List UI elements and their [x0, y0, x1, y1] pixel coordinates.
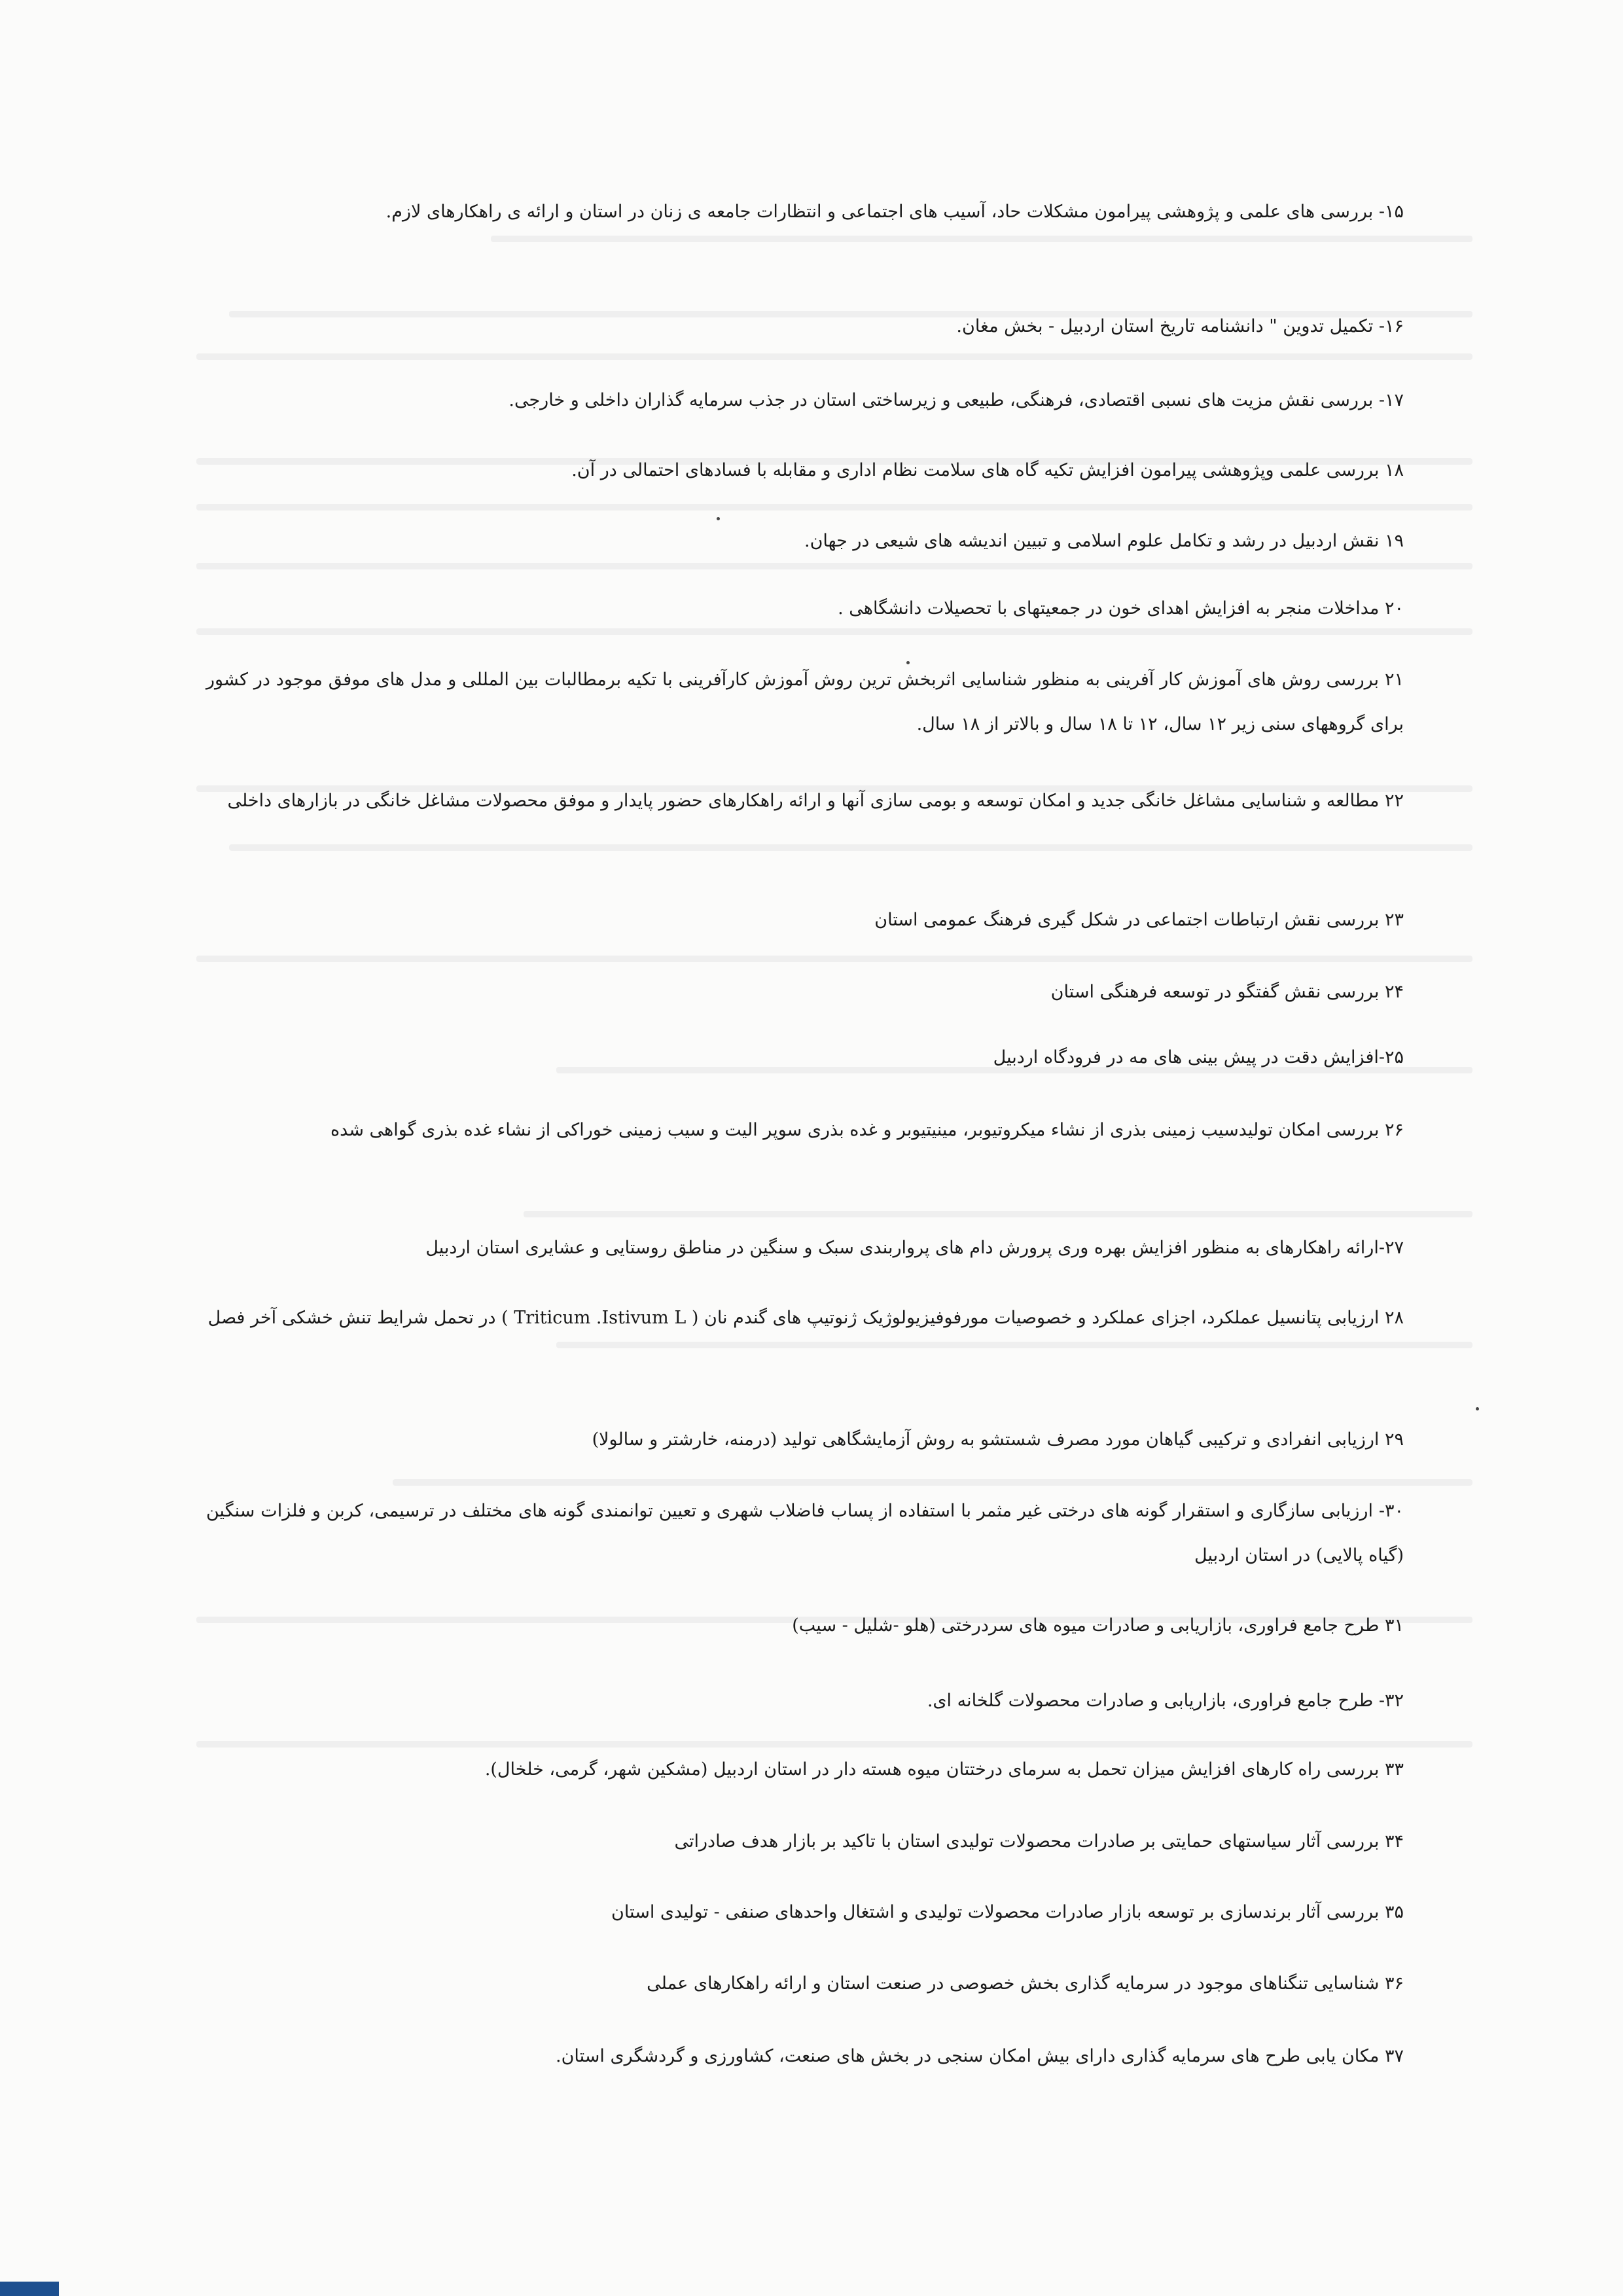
- list-item-21: ۲۱ بررسی روش های آموزش کار آفرینی به منظور شناسایی اثربخش ترین روش آموزش کارآفرینی با تکیه برمطالبات بین المللی و مدل های موفق موجود در کشور برای گروههای سنی زیر ۱۲ سال، ۱۲ تا ۱۸ سال و بالاتر از ۱۸ سال.: [206, 670, 1404, 734]
- list-item-26: ۲۶ بررسی امکان تولیدسیب زمینی بذری از نشاء میکروتیوبر، مینیتیوبر و غده بذری سوپر الیت و سیب زمینی خوراکی از نشاء غده بذری گواهی شده: [330, 1120, 1404, 1140]
- source-watermark: [0, 2282, 59, 2296]
- bleed-through-line: [196, 563, 1472, 569]
- bleed-through-line: [393, 1479, 1472, 1486]
- bleed-through-line: [491, 236, 1472, 242]
- bleed-through-line: [196, 353, 1472, 360]
- list-item-36: ۳۶ شناسایی تنگناهای موجود در سرمایه گذاری بخش خصوصی در صنعت استان و ارائه راهکارهای عملی: [647, 1973, 1404, 1994]
- list-item-34: ۳۴ بررسی آثار سیاستهای حمایتی بر صادرات محصولات تولیدی استان با تاکید بر بازار هدف صادراتی: [674, 1831, 1404, 1852]
- list-item-19: ۱۹ نقش اردبیل در رشد و تکامل علوم اسلامی و تبیین اندیشه های شیعی در جهان.: [804, 531, 1404, 551]
- bleed-through-line: [196, 1741, 1472, 1748]
- bleed-through-line: [524, 1211, 1472, 1217]
- list-item-33: ۳۳ بررسی راه کارهای افزایش میزان تحمل به سرمای درختتان میوه هسته دار در استان اردبیل (مشکین شهر، گرمی، خلخال).: [484, 1759, 1404, 1780]
- bleed-through-line: [196, 504, 1472, 511]
- list-item-32: ۳۲- طرح جامع فراوری، بازاریابی و صادرات محصولات گلخانه ای.: [927, 1691, 1404, 1711]
- list-item-16: ۱۶- تکمیل تدوین " دانشنامه تاریخ استان اردبیل - بخش مغان.: [956, 316, 1404, 336]
- list-item-22: ۲۲ مطالعه و شناسایی مشاغل خانگی جدید و امکان توسعه و بومی سازی آنها و ارائه راهکارهای حضور پایدار و موفق محصولات مشاغل خانگی در بازارهای داخلی: [227, 791, 1404, 811]
- scan-artifact-dot: [1476, 1407, 1479, 1410]
- list-item-23: ۲۳ بررسی نقش ارتباطات اجتماعی در شکل گیری فرهنگ عمومی استان: [874, 910, 1404, 930]
- list-item-37: ۳۷ مکان یابی طرح های سرمایه گذاری دارای بیش امکان سنجی در بخش های صنعت، کشاورزی و گردشگری استان.: [556, 2046, 1404, 2066]
- list-item-31: ۳۱ طرح جامع فراوری، بازاریابی و صادرات میوه های سردرختی (هلو -شلیل - سیب): [792, 1615, 1404, 1636]
- list-item-28: ۲۸ ارزیابی پتانسیل عملکرد، اجزای عملکرد و خصوصیات مورفوفیزیولوژیک ژنوتیپ های گندم نان ( Triticum .Istivum L ) در تحمل شرایط تنش خشکی آخر فصل: [207, 1308, 1404, 1328]
- bleed-through-line: [556, 1342, 1472, 1348]
- bleed-through-line: [196, 956, 1472, 962]
- list-item-35: ۳۵ بررسی آثار برندسازی بر توسعه بازار صادرات محصولات تولیدی و اشتغال واحدهای صنفی - تولیدی استان: [611, 1902, 1404, 1922]
- list-item-24: ۲۴ بررسی نقش گفتگو در توسعه فرهنگی استان: [1050, 982, 1404, 1002]
- scan-artifact-dot: [906, 661, 910, 664]
- list-item-30: ۳۰- ارزیابی سازگاری و استقرار گونه های درختی غیر مثمر با استفاده از پساب فاضلاب شهری و تعیین توانمندی گونه های مختلف در ترسیمی، کربن و فلزات سنگین (گیاه پالایی) در استان اردبیل: [206, 1501, 1404, 1566]
- list-item-20: ۲۰ مداخلات منجر به افزایش اهدای خون در جمعیتهای با تحصیلات دانشگاهی .: [838, 598, 1404, 619]
- list-item-17: ۱۷- بررسی نقش مزیت های نسبی اقتصادی، فرهنگی، طبیعی و زیرساختی استان در جذب سرمایه گذاران داخلی و خارجی.: [508, 390, 1404, 410]
- list-item-29: ۲۹ ارزیابی انفرادی و ترکیبی گیاهان مورد مصرف شستشو به روش آزمایشگاهی تولید (درمنه، خارشتر و سالولا): [592, 1429, 1404, 1450]
- list-item-18: ۱۸ بررسی علمی وپژوهشی پیرامون افزایش تکیه گاه های سلامت نظام اداری و مقابله با فسادهای احتمالی در آن.: [571, 460, 1404, 480]
- bleed-through-line: [229, 844, 1472, 851]
- list-item-27: ۲۷-ارائه راهکارهای به منظور افزایش بهره وری پرورش دام های پرواربندی سبک و سنگین در مناطق روستایی و عشایری استان اردبیل: [425, 1238, 1404, 1258]
- list-item-25: ۲۵-افزایش دقت در پیش بینی های مه در فرودگاه اردبیل: [993, 1047, 1404, 1067]
- scan-artifact-dot: [717, 517, 720, 520]
- list-item-15: ۱۵- بررسی های علمی و پژوهشی پیرامون مشکلات حاد، آسیب های اجتماعی و انتظارات جامعه ی زنان در استان و ارائه ی راهکارهای لازم.: [385, 202, 1404, 222]
